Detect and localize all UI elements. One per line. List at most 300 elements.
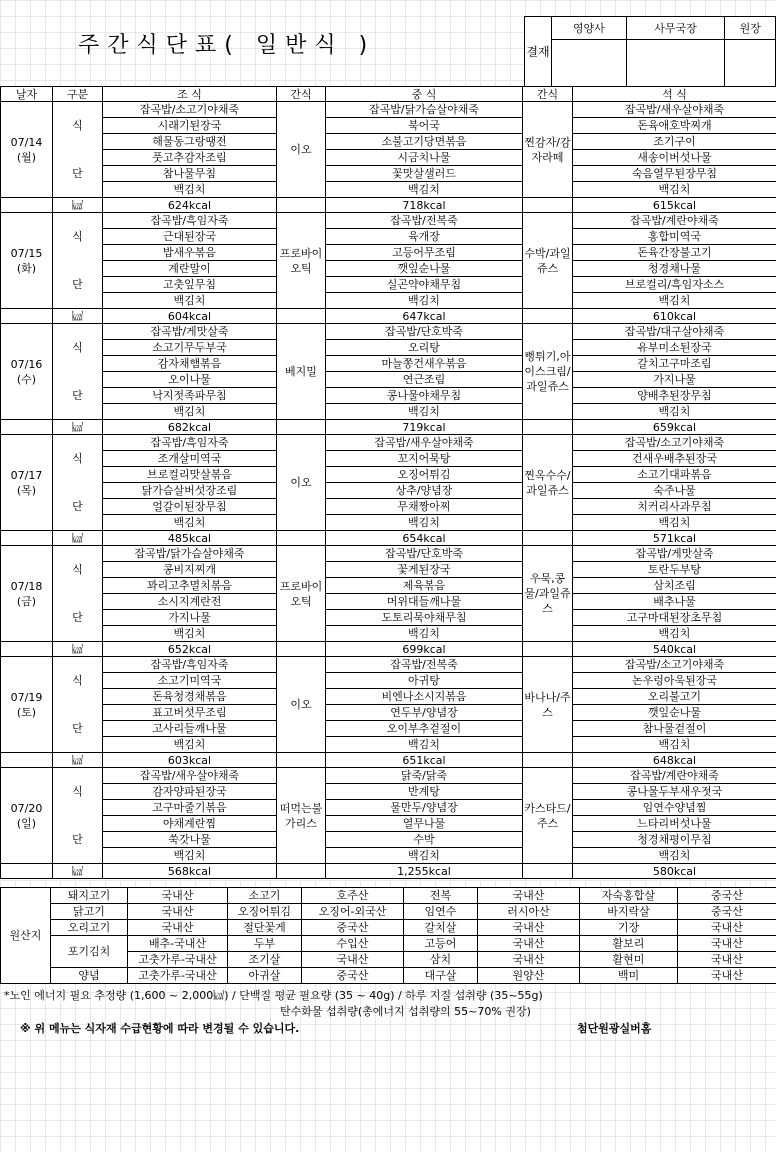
dinner-item: 잡곡밥/소고기야채죽	[573, 657, 776, 673]
dinner-item: 새송이버섯나물	[573, 150, 776, 166]
origin-value: 호주산	[302, 888, 404, 904]
header-snack: 간식	[277, 87, 326, 102]
origin-item: 임연수	[404, 904, 478, 920]
date-text: 07/17	[10, 468, 43, 482]
snack1-cell: 이오	[277, 657, 326, 753]
dinner-item: 소고기대파볶음	[573, 467, 776, 483]
breakfast-item: 얼갈이된장무침	[103, 499, 277, 515]
breakfast-item: 표고버섯무조림	[103, 705, 277, 721]
lunch-item: 고등어무조림	[326, 245, 523, 261]
lunch-item: 북어국	[326, 118, 523, 134]
dinner-item: 토란두부탕	[573, 562, 776, 578]
table-row	[1, 610, 776, 626]
origin-item: 기장	[580, 920, 678, 936]
breakfast-item: 감자양파된장국	[103, 784, 277, 800]
lunch-item: 아귀탕	[326, 673, 523, 689]
snack1-cell: 이오	[277, 102, 326, 198]
origin-item-kimchi: 포기김치	[51, 936, 128, 968]
kcal-blank	[523, 198, 573, 213]
origin-item: 대구살	[404, 968, 478, 984]
dinner-item: 논우렁아욱된장국	[573, 673, 776, 689]
type-blank	[53, 737, 103, 753]
date-cell	[1, 213, 53, 309]
dinner-item: 청경채나물	[573, 261, 776, 277]
dinner-kcal: 540kcal	[573, 642, 776, 657]
breakfast-item: 백김치	[103, 293, 277, 309]
breakfast-item: 백김치	[103, 848, 277, 864]
type-blank	[53, 816, 103, 832]
type-sik: 식	[53, 784, 103, 800]
lunch-kcal: 1,255kcal	[326, 864, 523, 879]
kcal-row	[1, 198, 776, 213]
approval-sign-cell[interactable]	[552, 40, 627, 87]
type-blank	[53, 356, 103, 372]
table-row	[1, 404, 776, 420]
type-blank	[53, 404, 103, 420]
origin-item: 갈치살	[404, 920, 478, 936]
lunch-kcal: 651kcal	[326, 753, 523, 768]
breakfast-item: 근대된장국	[103, 229, 277, 245]
weekly-menu-table	[0, 86, 776, 879]
dinner-item: 잡곡밥/대구살야채죽	[573, 324, 776, 340]
kcal-blank	[277, 753, 326, 768]
breakfast-item: 브로컬리맛살볶음	[103, 467, 277, 483]
origin-value: 중국산	[302, 920, 404, 936]
origin-item: 소고기	[228, 888, 302, 904]
kcal-row	[1, 642, 776, 657]
breakfast-item: 낙지젓족파무침	[103, 388, 277, 404]
type-sik: 식	[53, 562, 103, 578]
type-blank	[53, 261, 103, 277]
kcal-blank	[277, 309, 326, 324]
type-dan: 단	[53, 499, 103, 515]
kcal-date-blank	[1, 531, 53, 546]
lunch-kcal: 699kcal	[326, 642, 523, 657]
header-dinner: 석 식	[573, 87, 776, 102]
dinner-kcal: 648kcal	[573, 753, 776, 768]
carbohydrate-note: 탄수화물 섭취량(총에너지 섭취량의 55~70% 권장)	[280, 1005, 531, 1018]
lunch-item: 잡곡밥/단호박죽	[326, 324, 523, 340]
lunch-item: 소불고기당면볶음	[326, 134, 523, 150]
breakfast-item: 고춧잎무침	[103, 277, 277, 293]
type-sik: 식	[53, 340, 103, 356]
dinner-item: 백김치	[573, 515, 776, 531]
approval-box	[524, 16, 776, 87]
snack2-cell: 찐감자/감자라떼	[523, 102, 573, 198]
dinner-item: 콩나물두부새우젓국	[573, 784, 776, 800]
lunch-item: 마늘쫑건새우볶음	[326, 356, 523, 372]
dinner-kcal: 610kcal	[573, 309, 776, 324]
type-blank	[53, 293, 103, 309]
type-blank	[53, 324, 103, 340]
lunch-item: 연근조림	[326, 372, 523, 388]
snack2-cell: 뻥튀기,아이스크림/과일쥬스	[523, 324, 573, 420]
origin-item: 두부	[228, 936, 302, 952]
lunch-item: 머위대들깨나물	[326, 594, 523, 610]
kcal-date-blank	[1, 864, 53, 879]
type-sik: 식	[53, 673, 103, 689]
table-row	[1, 340, 776, 356]
lunch-item: 닭죽/닭죽	[326, 768, 523, 784]
table-row	[1, 594, 776, 610]
table-row	[1, 451, 776, 467]
type-blank	[53, 467, 103, 483]
lunch-item: 시금치나물	[326, 150, 523, 166]
table-row	[1, 721, 776, 737]
dinner-item: 잡곡밥/게맛살죽	[573, 546, 776, 562]
dinner-item: 임연수양념찜	[573, 800, 776, 816]
kcal-blank	[523, 309, 573, 324]
breakfast-item: 콩비지찌개	[103, 562, 277, 578]
lunch-item: 백김치	[326, 515, 523, 531]
type-blank	[53, 515, 103, 531]
kcal-date-blank	[1, 198, 53, 213]
origin-value: 국내산	[678, 920, 776, 936]
type-blank	[53, 435, 103, 451]
table-row	[1, 673, 776, 689]
dinner-kcal: 571kcal	[573, 531, 776, 546]
origin-item: 백미	[580, 968, 678, 984]
lunch-kcal: 718kcal	[326, 198, 523, 213]
type-blank	[53, 594, 103, 610]
dinner-item: 백김치	[573, 737, 776, 753]
approval-role-director: 원장	[725, 17, 776, 40]
dinner-item: 돈육애호박찌개	[573, 118, 776, 134]
origin-item: 오징어튀김	[228, 904, 302, 920]
dinner-item: 양배추된장무침	[573, 388, 776, 404]
table-row	[1, 800, 776, 816]
origin-value: 국내산	[478, 952, 580, 968]
dinner-item: 잡곡밥/소고기야채죽	[573, 435, 776, 451]
table-row	[1, 372, 776, 388]
dinner-item: 잡곡밥/계란야채죽	[573, 213, 776, 229]
breakfast-kcal: 603kcal	[103, 753, 277, 768]
origin-value: 수입산	[302, 936, 404, 952]
breakfast-item: 백김치	[103, 626, 277, 642]
origin-item: 바지락살	[580, 904, 678, 920]
origin-value: 국내산	[478, 920, 580, 936]
origin-item: 활현미	[580, 952, 678, 968]
origin-value: 중국산	[302, 968, 404, 984]
type-blank	[53, 578, 103, 594]
weekday-text: (화)	[16, 261, 37, 275]
kcal-date-blank	[1, 309, 53, 324]
date-cell	[1, 546, 53, 642]
lunch-item: 오이부추겉절이	[326, 721, 523, 737]
lunch-item: 열무나물	[326, 816, 523, 832]
dinner-item: 홍합미역국	[573, 229, 776, 245]
dinner-item: 치커리사과무침	[573, 499, 776, 515]
weekday-text: (수)	[16, 372, 37, 386]
lunch-item: 백김치	[326, 293, 523, 309]
breakfast-item: 시래기된장국	[103, 118, 277, 134]
lunch-item: 깻잎순나물	[326, 261, 523, 277]
type-blank	[53, 626, 103, 642]
weekday-text: (금)	[16, 594, 37, 608]
type-blank	[53, 372, 103, 388]
table-row	[1, 435, 776, 451]
type-blank	[53, 102, 103, 118]
dinner-item: 숙음열무된장무침	[573, 166, 776, 182]
origin-value: 국내산	[478, 936, 580, 952]
type-blank	[53, 848, 103, 864]
dinner-item: 백김치	[573, 848, 776, 864]
type-dan: 단	[53, 277, 103, 293]
breakfast-kcal: 682kcal	[103, 420, 277, 435]
breakfast-item: 잡곡밥/흑임자죽	[103, 435, 277, 451]
table-row	[1, 705, 776, 721]
date-cell	[1, 657, 53, 753]
type-blank	[53, 657, 103, 673]
lunch-item: 실곤약야채무침	[326, 277, 523, 293]
lunch-item: 상추/양념장	[326, 483, 523, 499]
origin-item: 자숙홍합살	[580, 888, 678, 904]
kcal-date-blank	[1, 642, 53, 657]
breakfast-item: 해물동그랑땡전	[103, 134, 277, 150]
lunch-item: 백김치	[326, 626, 523, 642]
header-snack: 간식	[523, 87, 573, 102]
breakfast-item: 잡곡밥/소고기야채죽	[103, 102, 277, 118]
table-row	[1, 848, 776, 864]
kcal-row	[1, 864, 776, 879]
breakfast-item: 백김치	[103, 182, 277, 198]
type-blank	[53, 800, 103, 816]
approval-sign-cell[interactable]	[725, 40, 776, 87]
date-text: 07/20	[10, 801, 43, 815]
breakfast-item: 백김치	[103, 737, 277, 753]
dinner-kcal: 580kcal	[573, 864, 776, 879]
type-dan: 단	[53, 832, 103, 848]
date-text: 07/15	[10, 246, 43, 260]
dinner-kcal: 615kcal	[573, 198, 776, 213]
kcal-blank	[523, 753, 573, 768]
dinner-item: 오리불고기	[573, 689, 776, 705]
change-notice: ※ 위 메뉴는 식자재 수급현황에 따라 변경될 수 있습니다.	[20, 1022, 300, 1035]
lunch-item: 수박	[326, 832, 523, 848]
dinner-item: 가지나물	[573, 372, 776, 388]
origin-value: 오징어-외국산	[302, 904, 404, 920]
weekday-text: (월)	[16, 150, 37, 164]
date-text: 07/14	[10, 135, 43, 149]
type-blank	[53, 182, 103, 198]
breakfast-item: 잡곡밥/닭가슴살야채죽	[103, 546, 277, 562]
type-blank	[53, 689, 103, 705]
kcal-label: ㎉	[53, 753, 103, 768]
table-row	[1, 737, 776, 753]
breakfast-item: 오이나물	[103, 372, 277, 388]
lunch-item: 무채짱아찌	[326, 499, 523, 515]
breakfast-item: 잡곡밥/새우살야채죽	[103, 768, 277, 784]
date-cell	[1, 435, 53, 531]
type-dan: 단	[53, 388, 103, 404]
table-row	[1, 293, 776, 309]
dinner-item: 배추나물	[573, 594, 776, 610]
kcal-blank	[277, 420, 326, 435]
table-row	[1, 483, 776, 499]
origin-label: 원산지	[1, 888, 51, 984]
snack1-cell: 프로바이오틱	[277, 546, 326, 642]
lunch-kcal: 719kcal	[326, 420, 523, 435]
origin-value: 국내산	[678, 968, 776, 984]
type-blank	[53, 705, 103, 721]
dinner-kcal: 659kcal	[573, 420, 776, 435]
dinner-item: 유부미소된장국	[573, 340, 776, 356]
dinner-item: 깻잎순나물	[573, 705, 776, 721]
snack1-cell: 떠먹는불가리스	[277, 768, 326, 864]
table-row	[1, 832, 776, 848]
dinner-item: 백김치	[573, 293, 776, 309]
table-row	[1, 626, 776, 642]
origin-value: 배추-국내산	[128, 936, 228, 952]
kcal-blank	[277, 531, 326, 546]
table-row	[1, 578, 776, 594]
lunch-item: 잡곡밥/전복죽	[326, 213, 523, 229]
lunch-item: 꽃맛살샐러드	[326, 166, 523, 182]
table-row	[1, 102, 776, 118]
kcal-row	[1, 420, 776, 435]
origin-item: 전복	[404, 888, 478, 904]
table-row	[1, 562, 776, 578]
lunch-kcal: 647kcal	[326, 309, 523, 324]
kcal-label: ㎉	[53, 198, 103, 213]
type-blank	[53, 483, 103, 499]
origin-value: 국내산	[478, 888, 580, 904]
origin-value: 중국산	[678, 888, 776, 904]
lunch-item: 비엔나소시지볶음	[326, 689, 523, 705]
snack1-cell: 베지밀	[277, 324, 326, 420]
date-text: 07/19	[10, 690, 43, 704]
type-sik: 식	[53, 118, 103, 134]
origin-value: 국내산	[302, 952, 404, 968]
snack2-cell: 수박/과일쥬스	[523, 213, 573, 309]
page-title: 주간식단표( 일반식 )	[78, 33, 376, 58]
breakfast-item: 백김치	[103, 404, 277, 420]
table-row	[1, 816, 776, 832]
kcal-row	[1, 531, 776, 546]
table-row	[1, 324, 776, 340]
origin-value: 러시아산	[478, 904, 580, 920]
table-row	[1, 467, 776, 483]
table-row	[1, 150, 776, 166]
type-blank	[53, 213, 103, 229]
dinner-item: 청경채평이무침	[573, 832, 776, 848]
kcal-label: ㎉	[53, 420, 103, 435]
kcal-blank	[277, 642, 326, 657]
origin-value: 국내산	[678, 952, 776, 968]
type-dan: 단	[53, 610, 103, 626]
breakfast-kcal: 604kcal	[103, 309, 277, 324]
lunch-item: 오리탕	[326, 340, 523, 356]
breakfast-item: 감자채햄볶음	[103, 356, 277, 372]
type-blank	[53, 546, 103, 562]
table-row	[1, 213, 776, 229]
snack2-cell: 찐옥수수/과일쥬스	[523, 435, 573, 531]
breakfast-item: 밥새우볶음	[103, 245, 277, 261]
date-cell	[1, 768, 53, 864]
origin-item: 오리고기	[51, 920, 128, 936]
origin-table	[0, 887, 776, 984]
table-row	[1, 118, 776, 134]
table-row	[1, 784, 776, 800]
breakfast-item: 쑥갓나물	[103, 832, 277, 848]
kcal-blank	[277, 198, 326, 213]
snack1-cell: 프로바이오틱	[277, 213, 326, 309]
approval-sign-cell[interactable]	[626, 40, 725, 87]
table-row	[1, 689, 776, 705]
breakfast-item: 소시지계란전	[103, 594, 277, 610]
type-blank	[53, 245, 103, 261]
kcal-blank	[523, 642, 573, 657]
date-cell	[1, 102, 53, 198]
approval-label: 결재	[525, 17, 552, 87]
dinner-item: 백김치	[573, 182, 776, 198]
kcal-date-blank	[1, 753, 53, 768]
origin-value: 국내산	[128, 888, 228, 904]
type-dan: 단	[53, 721, 103, 737]
origin-item: 절단꽃게	[228, 920, 302, 936]
approval-role-manager: 사무국장	[626, 17, 725, 40]
lunch-item: 잡곡밥/닭가슴살야채죽	[326, 102, 523, 118]
table-row	[1, 166, 776, 182]
header-breakfast: 조 식	[103, 87, 277, 102]
kcal-blank	[523, 420, 573, 435]
breakfast-item: 조개살미역국	[103, 451, 277, 467]
kcal-label: ㎉	[53, 642, 103, 657]
breakfast-item: 백김치	[103, 515, 277, 531]
lunch-item: 도토리묵야채무침	[326, 610, 523, 626]
breakfast-item: 잡곡밥/흑임자죽	[103, 657, 277, 673]
breakfast-item: 닭가슴살버섯장조림	[103, 483, 277, 499]
type-sik: 식	[53, 229, 103, 245]
lunch-item: 꼬지어묵탕	[326, 451, 523, 467]
table-row	[1, 182, 776, 198]
dinner-item: 참나물겉절이	[573, 721, 776, 737]
table-row	[1, 515, 776, 531]
lunch-item: 연두부/양념장	[326, 705, 523, 721]
dinner-item: 백김치	[573, 404, 776, 420]
lunch-kcal: 654kcal	[326, 531, 523, 546]
nutrition-note: *노인 에너지 필요 추정량 (1,600 ~ 2,000㎉) / 단백질 평균 필요량 (35 ~ 40g) / 하루 지질 섭취량 (35~55g)	[4, 989, 543, 1002]
breakfast-item: 고사리들깨나물	[103, 721, 277, 737]
breakfast-kcal: 485kcal	[103, 531, 277, 546]
snack2-cell: 카스타드/주스	[523, 768, 573, 864]
origin-value: 고춧가루-국내산	[128, 968, 228, 984]
table-row	[1, 261, 776, 277]
type-blank	[53, 768, 103, 784]
dinner-item: 브로컬리/흑임자소스	[573, 277, 776, 293]
lunch-item: 잡곡밥/전복죽	[326, 657, 523, 673]
lunch-item: 반계탕	[326, 784, 523, 800]
header-date: 날자	[1, 87, 53, 102]
type-sik: 식	[53, 451, 103, 467]
breakfast-item: 잡곡밥/게맛살죽	[103, 324, 277, 340]
breakfast-item: 계란말이	[103, 261, 277, 277]
origin-item: 닭고기	[51, 904, 128, 920]
dinner-item: 갈치고구마조림	[573, 356, 776, 372]
origin-item: 아귀살	[228, 968, 302, 984]
kcal-blank	[277, 864, 326, 879]
breakfast-item: 꽈리고추멸치볶음	[103, 578, 277, 594]
breakfast-item: 소고기미역국	[103, 673, 277, 689]
date-text: 07/18	[10, 579, 43, 593]
breakfast-item: 잡곡밥/흑임자죽	[103, 213, 277, 229]
kcal-label: ㎉	[53, 864, 103, 879]
origin-item: 삼치	[404, 952, 478, 968]
weekday-text: (토)	[16, 705, 37, 719]
breakfast-kcal: 568kcal	[103, 864, 277, 879]
dinner-item: 삼치조림	[573, 578, 776, 594]
lunch-item: 백김치	[326, 737, 523, 753]
